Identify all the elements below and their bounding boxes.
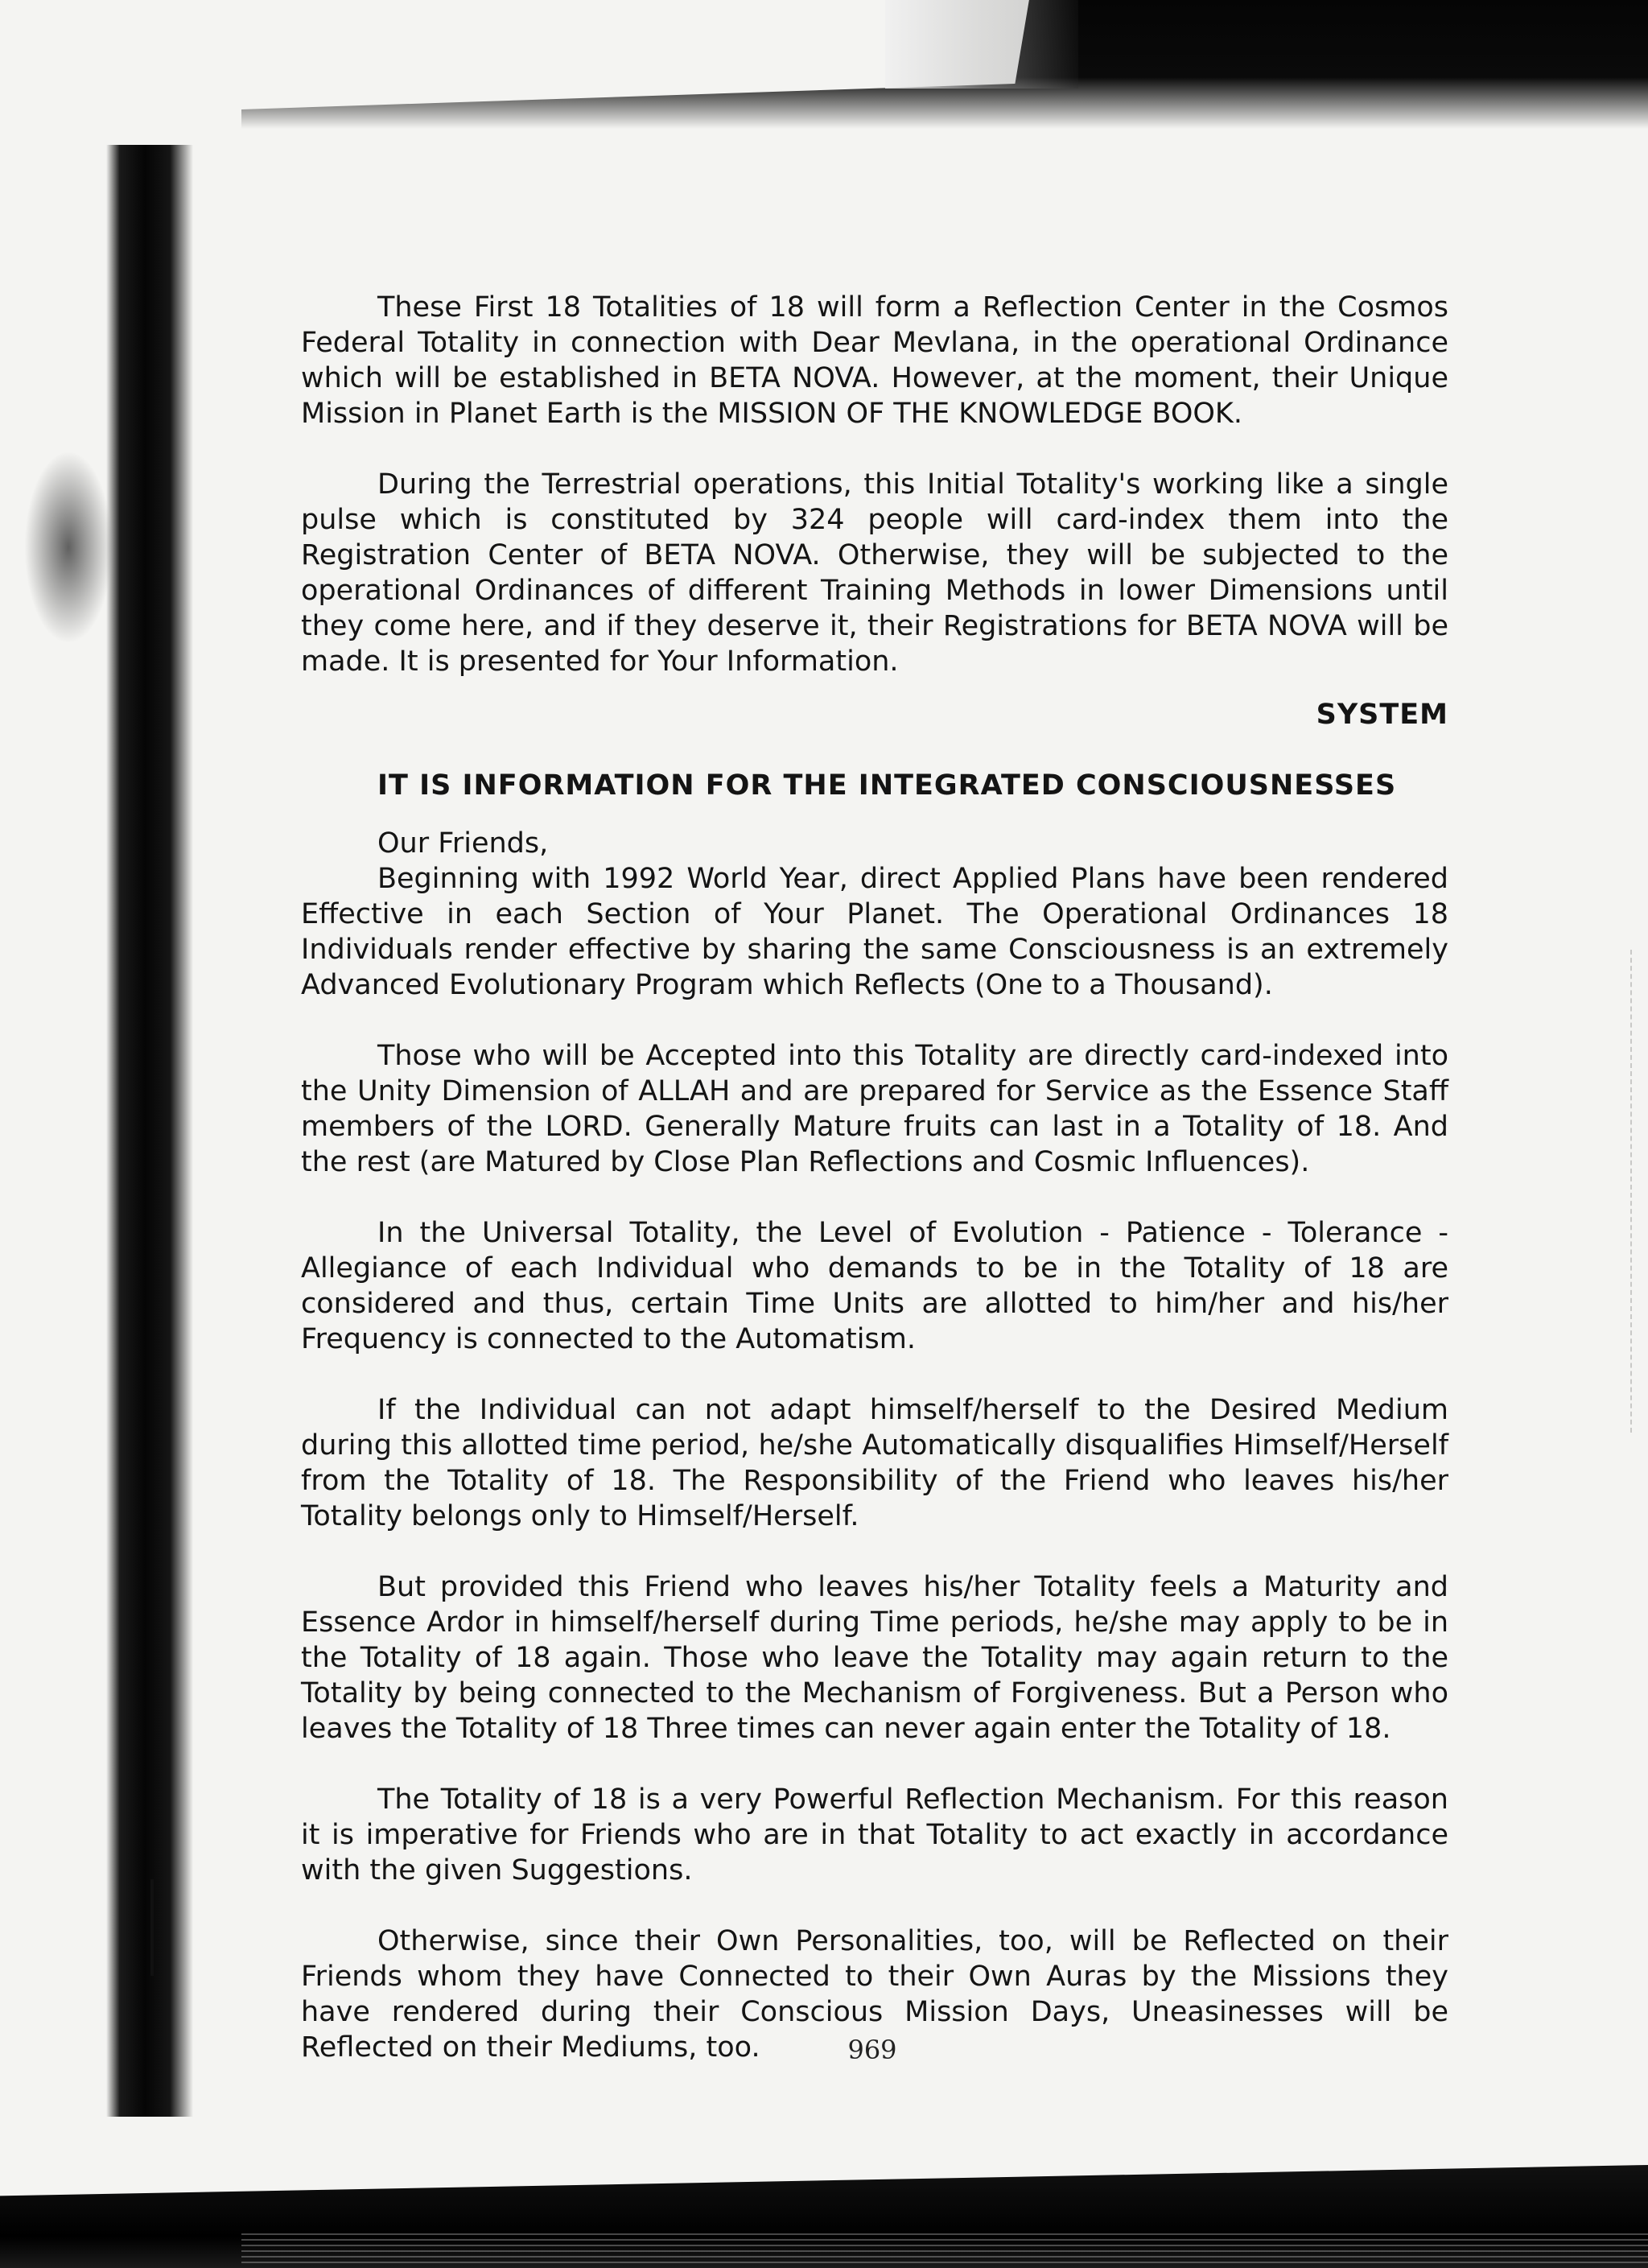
greeting: Our Friends, <box>377 827 549 860</box>
scan-lines <box>241 2233 1648 2266</box>
paragraph: If the Individual can not adapt himself/herself to the Desired Medium during this allotted time period, he/she Automatically disqualifies Himself/Herself from the Totality of 18. The Responsibility of the Friend who leaves his/her Totality belongs only to Himself/Herself. <box>301 1394 1448 1532</box>
paragraph: These First 18 Totalities of 18 will form a Reflection Center in the Cosmos Federal Totality in connection with Dear Mevlana, in the operational Ordinance which will be established in BETA NOVA. However, at the moment, their Unique Mission in Planet Earth is the MISSION OF THE KNOWLEDGE BOOK. <box>301 291 1448 430</box>
signature: SYSTEM <box>1316 699 1448 731</box>
page-number: 969 <box>847 2035 897 2065</box>
scan-shadow-left <box>0 145 193 2117</box>
paragraph: In the Universal Totality, the Level of Evolution - Patience - Tolerance - Allegiance of each Individual who demands to be in the Totality of 18 are considered and thus, certain Time Units are allotted to him/her and his/her Frequency is connected to the Automatism. <box>301 1217 1448 1355</box>
margin-ticks <box>1627 950 1632 1433</box>
scan-speck <box>24 451 113 644</box>
paragraph: During the Terrestrial operations, this Initial Totality's working like a single pulse which is constituted by 324 people will card-index them into the Registration Center of BETA NOVA. Otherwise, they will be subjected to the operational Ordinances of different Training Methods in lower Dimensions until they come here, and if they deserve it, their Registrations for BETA NOVA will be made. It is presented for Your Information. <box>301 468 1448 678</box>
document-body <box>301 290 1448 2101</box>
paragraph: The Totality of 18 is a very Powerful Reflection Mechanism. For this reason it is imperative for Friends who are in that Totality to act exactly in accordance with the given Suggestions. <box>301 1783 1448 1887</box>
scan-glare <box>885 0 1078 89</box>
paragraph: Beginning with 1992 World Year, direct Applied Plans have been rendered Effective in each Section of Your Planet. The Operational Ordinances 18 Individuals render effective by sharing the same Consciousness is an extremely Advanced Evolutionary Program which Reflects (One to a Thousand). <box>301 863 1448 1001</box>
margin-mark <box>150 1879 154 1976</box>
paragraph: Those who will be Accepted into this Totality are directly card-indexed into the Unity Dimension of ALLAH and are prepared for Service as the Essence Staff members of the LORD. Generally Mature fruits can last in a Totality of 18. And the rest (are Matured by Close Plan Reflections and Cosmic Influences). <box>301 1040 1448 1178</box>
section-heading: IT IS INFORMATION FOR THE INTEGRATED CONSCIOUSNESSES <box>377 769 1397 802</box>
paragraph: Otherwise, since their Own Personalities, too, will be Reflected on their Friends whom they have Connected to their Own Auras by the Missions they have rendered during their Conscious Mission Days, Uneasinesses will be Reflected on their Mediums, too. <box>301 1925 1448 2064</box>
paragraph: But provided this Friend who leaves his/her Totality feels a Maturity and Essence Ardor in himself/herself during Time periods, he/she may apply to be in the Totality of 18 again. Those who leave the Totality may again return to the Totality by being connected to the Mechanism of Forgiveness. But a Person who leaves the Totality of 18 Three times can never again enter the Totality of 18. <box>301 1571 1448 1745</box>
